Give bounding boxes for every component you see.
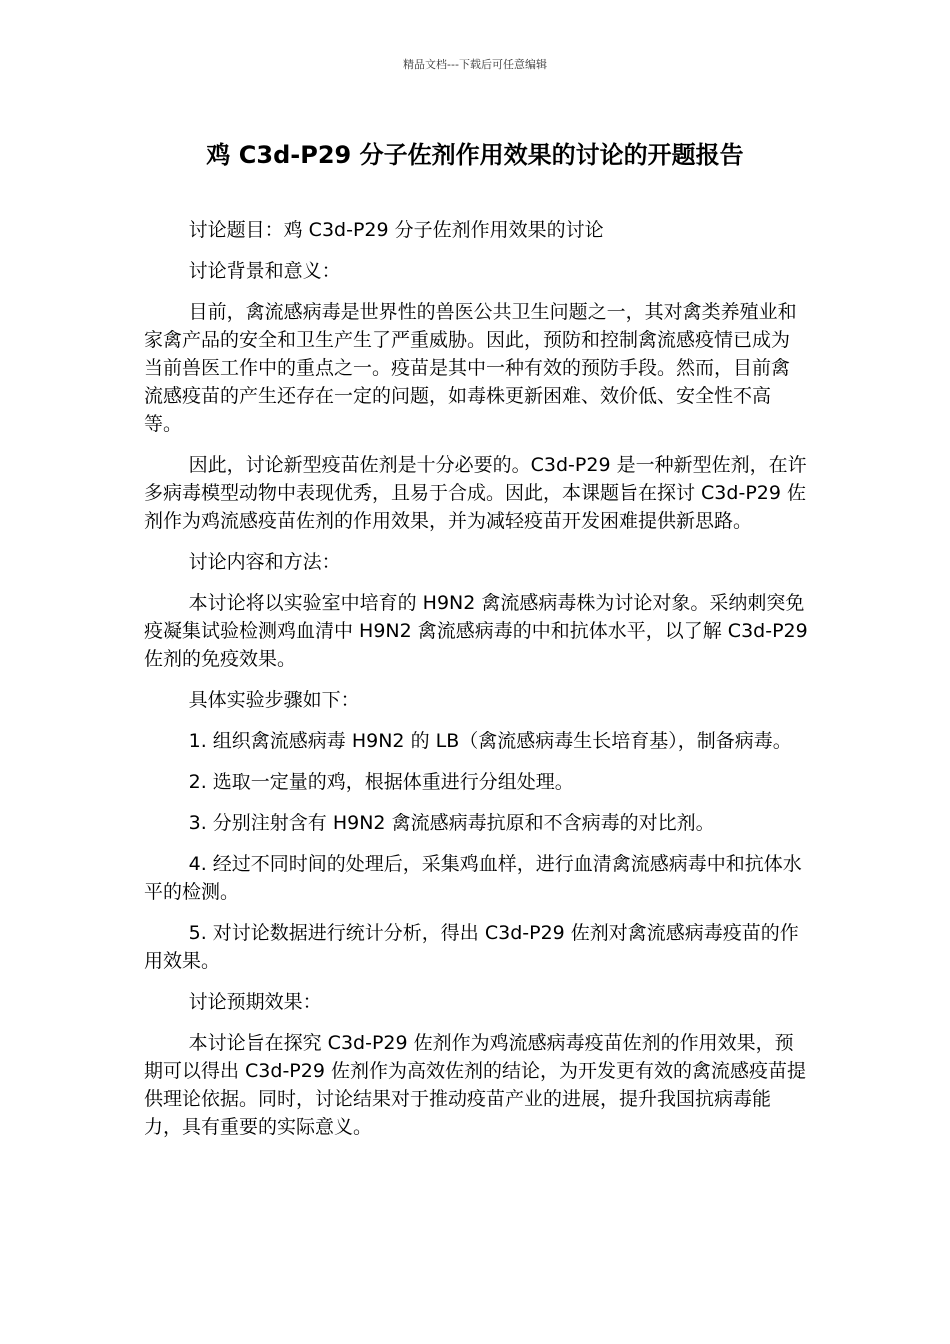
step-2: 2. 选取一定量的鸡，根据体重进行分组处理。 xyxy=(188,771,574,793)
step-3: 3. 分别注射含有 H9N2 禽流感病毒抗原和不含病毒的对比剂。 xyxy=(188,812,715,834)
section-heading-background: 讨论背景和意义： xyxy=(188,260,341,282)
expected-paragraph: 本讨论旨在探究 C3d-P29 佐剂作为鸡流感病毒疫苗佐剂的作用效果，预期可以得出 C3d-P29 佐剂作为高效佐剂的结论，为开发更有效的禽流感疫苗提供理论依据。同时，讨论结果对于推动疫苗产业的进展，提升我国抗病毒能力，具有重要的实际意义。 xyxy=(144,1032,806,1138)
section-heading-expected: 讨论预期效果： xyxy=(188,991,322,1013)
header-note: 精品文档---下载后可任意编辑 xyxy=(403,58,547,71)
topic-line: 讨论题目：鸡 C3d-P29 分子佐剂作用效果的讨论 xyxy=(188,219,604,241)
background-paragraph: 目前，禽流感病毒是世界性的兽医公共卫生问题之一，其对禽类养殖业和家禽产品的安全和卫生产生了严重威胁。因此，预防和控制禽流感疫情已成为当前兽医工作中的重点之一。疫苗是其中一种有效的预防手段。然而，目前禽流感疫苗的产生还存在一定的问题，如毒株更新困难、效价低、安全性不高等。 xyxy=(144,301,797,435)
document-title: 鸡 C3d-P29 分子佐剂作用效果的讨论的开题报告 xyxy=(206,141,744,169)
methods-paragraph: 本讨论将以实验室中培育的 H9N2 禽流感病毒株为讨论对象。采纳刺突免疫凝集试验检测鸡血清中 H9N2 禽流感病毒的中和抗体水平，以了解 C3d-P29 佐剂的免疫效果。 xyxy=(144,592,808,670)
section-heading-methods: 讨论内容和方法： xyxy=(188,551,341,573)
step-4: 4. 经过不同时间的处理后，采集鸡血样，进行血清禽流感病毒中和抗体水平的检测。 xyxy=(144,853,802,903)
step-1: 1. 组织禽流感病毒 H9N2 的 LB（禽流感病毒生长培育基），制备病毒。 xyxy=(188,730,792,752)
steps-heading: 具体实验步骤如下： xyxy=(188,689,360,711)
step-5: 5. 对讨论数据进行统计分析，得出 C3d-P29 佐剂对禽流感病毒疫苗的作用效果。 xyxy=(144,922,799,972)
document-body xyxy=(144,216,808,1154)
significance-paragraph: 因此，讨论新型疫苗佐剂是十分必要的。C3d-P29 是一种新型佐剂，在许多病毒模型动物中表现优秀，且易于合成。因此，本课题旨在探讨 C3d-P29 佐剂作为鸡流感疫苗佐剂的作用效果，并为减轻疫苗开发困难提供新思路。 xyxy=(144,454,807,532)
